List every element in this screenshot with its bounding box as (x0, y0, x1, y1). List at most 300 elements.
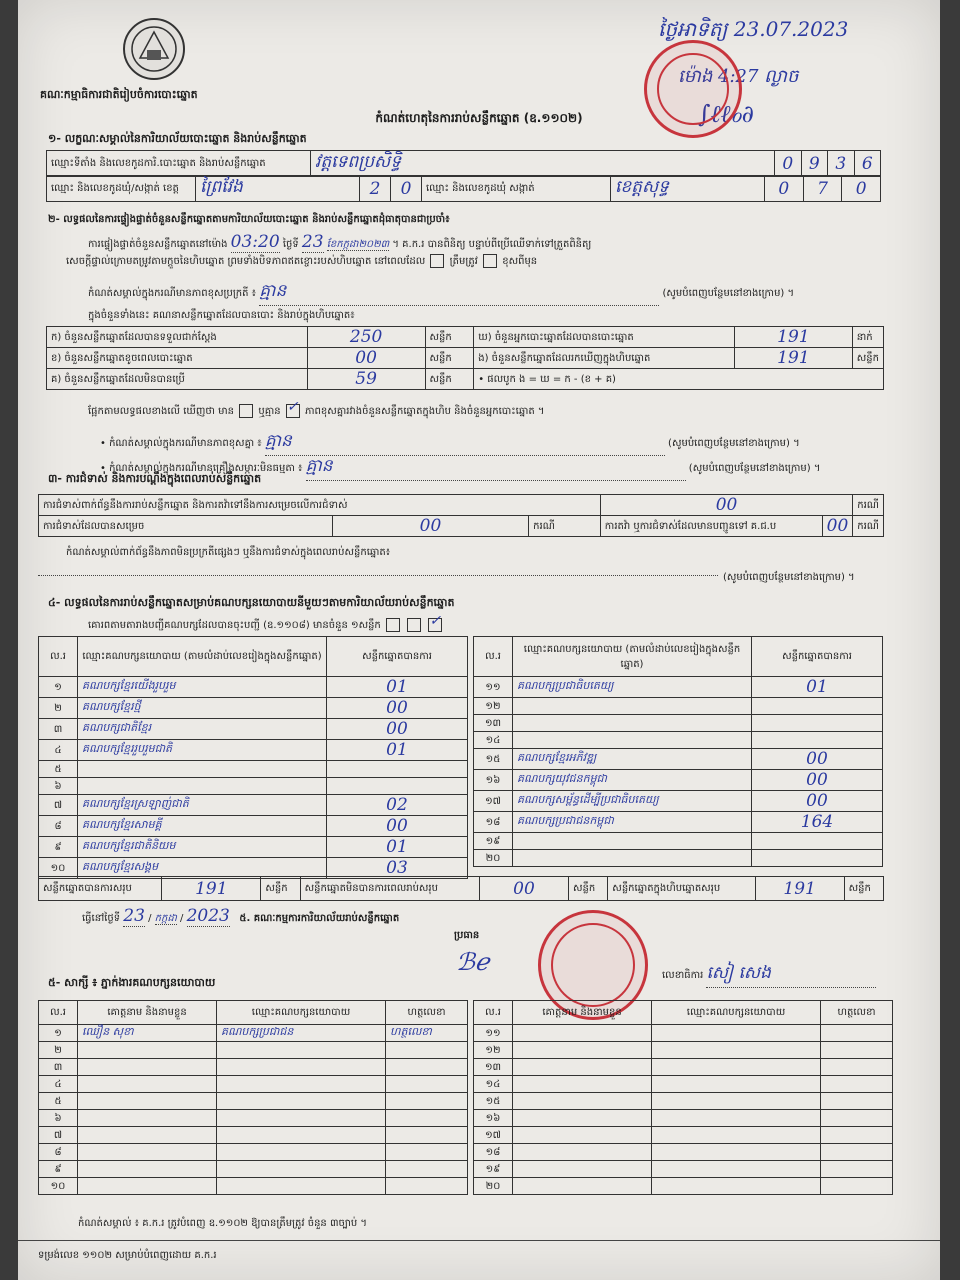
tally-left-votes: 01 (327, 677, 468, 698)
sheet-1-checkbox[interactable] (386, 618, 400, 632)
tally-left-row (39, 795, 468, 816)
note2-line: • កំណត់សម្គាល់ក្នុងករណីមានគ្រឿងសម្ភារៈមិនធម្មតា ៖ គ្មាន (សូមបំពេញបន្ថែមនៅខាងក្រោម) ។ (100, 455, 890, 481)
witness-right-sign (821, 1093, 893, 1110)
tally-right-party (513, 715, 752, 732)
diff-prefix: ផ្អែកតាមលទ្ធផលខាងលើ ឃើញថា មាន (88, 406, 235, 417)
spoiled-unit: សន្លឹក (425, 348, 474, 369)
total-unit: សន្លឹក (261, 877, 300, 901)
tally-right-party: គណបក្សយុវជនកម្ពុជា (513, 770, 752, 791)
tally-left-votes-header: សន្លឹកឆ្នោតបានការ (327, 637, 468, 677)
section4-intro: គោរពតាមតារាងបញ្ជីគណបក្សដែលបានចុះបញ្ជី (ឧ.១១០៨) មានចំនួន ១សន្លឹក (88, 620, 381, 631)
witness-right-row (474, 1178, 893, 1195)
tally-right-votes-header: សន្លឹកឆ្នោតបានការ (752, 637, 883, 677)
province-code-2: 0 (391, 176, 422, 202)
section4-title: ៤- លទ្ធផលនៃការរាប់សន្លឹកឆ្នោតសម្រាប់គណបក្សនយោបាយនីមួយៗតាមការិយាល័យរាប់សន្លឹកឆ្នោត (48, 596, 455, 609)
verify-day-label: ថ្ងៃទី (282, 239, 299, 250)
tally-left-row (39, 816, 468, 837)
witness-right-party (652, 1059, 821, 1076)
witness-right-sign (821, 1161, 893, 1178)
tally-left-no: ៧ (39, 795, 78, 816)
witness-right-name (513, 1042, 652, 1059)
section2-line3 (88, 280, 878, 306)
tally-right-party: គណបក្សប្រជាជនកម្ពុជា (513, 812, 752, 833)
witness-left-name: ឈឿន សុខា (78, 1025, 217, 1042)
witness-right-sign (821, 1076, 893, 1093)
witness-right-party (652, 1178, 821, 1195)
tally-left-no: ៩ (39, 837, 78, 858)
tally-left-party: គណបក្សខ្មែរយើងរួបរួម (78, 677, 327, 698)
witness-right-no: ១៨ (474, 1144, 513, 1161)
tally-right-votes (752, 850, 883, 867)
date-month: កក្កដា (154, 913, 177, 924)
witness-left-no: ៣ (39, 1059, 78, 1076)
witness-right-row (474, 1093, 893, 1110)
witness-left-sign (386, 1110, 468, 1127)
seal-diff-checkbox[interactable] (483, 254, 497, 268)
chair-signature: ℬℯ (456, 948, 490, 976)
tally-right-no: ១៨ (474, 812, 513, 833)
witness-left-name (78, 1144, 217, 1161)
witness-right-party (652, 1042, 821, 1059)
forwarded-value: 00 (822, 516, 853, 537)
emblem-icon (125, 20, 183, 78)
tally-left-no: ២ (39, 698, 78, 719)
tally-left-votes: 03 (327, 858, 468, 879)
tally-left-row (39, 761, 468, 778)
irregularity-value: គ្មាន (259, 280, 659, 306)
witness-left-name (78, 1076, 217, 1093)
witness-right-sign-header: ហត្ថលេខា (821, 1001, 893, 1025)
tally-left-party (78, 761, 327, 778)
footer-form-id: ទម្រង់លេខ ១១០២ សម្រាប់បំពេញដោយ គ.ក.រ (38, 1250, 217, 1261)
formula-label: • ផលបូក ង = ឃ = ក - (ខ + គ) (474, 369, 884, 390)
section2-title: ២- លទ្ធផលនៃការផ្ទៀងផ្ទាត់ចំនួនសន្លឹកឆ្នោតតាមការិយាល័យបោះឆ្នោត និងរាប់សន្លឹកឆ្នោតដុំធាតុបានជាប្រចាំ៖ (48, 214, 450, 225)
tally-right-votes: 01 (752, 677, 883, 698)
voters-unit: នាក់ (852, 327, 883, 348)
witness-right-sign (821, 1110, 893, 1127)
witness-left-party: គណបក្សប្រជាជន (217, 1025, 386, 1042)
witness-left-row (39, 1127, 468, 1144)
note2-label: កំណត់សម្គាល់ក្នុងករណីមានគ្រឿងសម្ភារៈមិនធម្មតា ៖ (109, 463, 303, 474)
diff-rest: ភាពខុសគ្នារវាងចំនួនសន្លឹកឆ្នោតក្នុងហិប និងចំនួនអ្នកបោះឆ្នោត ។ (304, 406, 545, 417)
commune-code-2: 7 (803, 176, 842, 202)
witness-right-name (513, 1076, 652, 1093)
tally-left-votes: 00 (327, 719, 468, 740)
witness-left-name-header: គោត្តនាម និងនាមខ្លួន (78, 1001, 217, 1025)
witness-right-name (513, 1144, 652, 1161)
witness-left-no: ៦ (39, 1110, 78, 1127)
objection-label: ការជំទាស់ពាក់ព័ន្ធនឹងការរាប់សន្លឹកឆ្នោត និងការតវ៉ាទៅនឹងការសម្រេចលើការជំទាស់ (39, 495, 601, 516)
province-value: ព្រៃវែង (196, 176, 360, 202)
unused-value: 59 (307, 369, 425, 390)
witness-right-row (474, 1042, 893, 1059)
invalid-value: 00 (479, 877, 568, 901)
note1-suffix: (សូមបំពេញបន្ថែមនៅខាងក្រោម) ។ (668, 438, 800, 449)
secretary-label: លេខាធិការ (662, 970, 704, 981)
secretary-name: សៀ សេង (706, 962, 876, 988)
spoiled-value: 00 (307, 348, 425, 369)
tally-right-no-header: ល.រ (474, 637, 513, 677)
witness-left-party (217, 1110, 386, 1127)
tally-right-row (474, 833, 883, 850)
invalid-unit: សន្លឹក (568, 877, 607, 901)
total-value: 191 (162, 877, 261, 901)
tally-table-left (38, 636, 468, 879)
tally-form-page (18, 0, 940, 1280)
received-value: 250 (307, 327, 425, 348)
counting-committee: ៥. គណៈកម្មការការិយាល័យរាប់សន្លឹកឆ្នោត (239, 913, 400, 924)
witness-table-right (473, 1000, 893, 1195)
witness-right-no: ១៦ (474, 1110, 513, 1127)
inbox-label: ង) ចំនួនសន្លឹកឆ្នោតដែលរកឃើញក្នុងហិបឆ្នោត (474, 348, 735, 369)
witness-left-no-header: ល.រ (39, 1001, 78, 1025)
tally-right-party (513, 698, 752, 715)
tally-right-row (474, 770, 883, 791)
note2-suffix: (សូមបំពេញបន្ថែមនៅខាងក្រោម) ។ (688, 463, 821, 474)
tally-left-row (39, 698, 468, 719)
witness-left-party (217, 1161, 386, 1178)
diff-none-checkbox[interactable]: ✓ (286, 404, 300, 418)
tally-left-votes: 02 (327, 795, 468, 816)
tally-right-row (474, 677, 883, 698)
province-code-1: 2 (360, 176, 391, 202)
tally-right-votes: 164 (752, 812, 883, 833)
tally-left-party: គណបក្សខ្មែរសាមគ្គី (78, 816, 327, 837)
section3-blank-line (38, 575, 718, 576)
witness-right-no: ២០ (474, 1178, 513, 1195)
witness-right-name (513, 1161, 652, 1178)
unused-unit: សន្លឹក (425, 369, 474, 390)
tally-right-party (513, 833, 752, 850)
total-label: សន្លឹកឆ្នោតបានការសរុប (39, 877, 162, 901)
date-prefix: ធ្វើនៅថ្ងៃទី (82, 913, 121, 924)
tally-right-row (474, 698, 883, 715)
tally-right-party (513, 850, 752, 867)
tally-right-row (474, 732, 883, 749)
witness-left-row (39, 1178, 468, 1195)
witness-left-sign (386, 1144, 468, 1161)
section1-title: ១- លក្ខណៈសម្គាល់នៃការិយាល័យបោះឆ្នោត និងរាប់សន្លឹកឆ្នោត (48, 132, 307, 145)
section4-intro-line (88, 613, 444, 633)
witness-right-row (474, 1161, 893, 1178)
witness-left-no: ១ (39, 1025, 78, 1042)
tally-right-row (474, 749, 883, 770)
tally-right-party-header: ឈ្មោះគណបក្សនយោបាយ (តាមលំដាប់លេខរៀងក្នុងសន្លឹកឆ្នោត) (513, 637, 752, 677)
diff-yes-checkbox[interactable] (239, 404, 253, 418)
tally-left-votes: 00 (327, 698, 468, 719)
witness-left-name (78, 1178, 217, 1195)
tally-left-votes: 01 (327, 740, 468, 761)
decided-value: 00 (332, 516, 528, 537)
tally-right-votes (752, 698, 883, 715)
witness-left-no: ២ (39, 1042, 78, 1059)
section3-note-suffix: (សូមបំពេញបន្ថែមនៅខាងក្រោម) ។ (723, 572, 855, 583)
witness-left-party (217, 1178, 386, 1195)
tally-right-votes: 00 (752, 749, 883, 770)
tally-right-no: ១១ (474, 677, 513, 698)
seal-diff-label: ខុសពីមុន (502, 256, 538, 267)
note2-value: គ្មាន (306, 455, 686, 481)
verify-rest: ។ គ.ក.រ បានពិនិត្យ បន្ទាប់ពីប្រើឈើទាក់ទៅត្រួតពិនិត្យ (392, 239, 592, 250)
section2-line4: ក្នុងចំនួនទាំងនេះ គណនាសន្លឹកឆ្នោតដែលបានបោះ និងរាប់ក្នុងហិបឆ្នោត៖ (88, 310, 355, 321)
section2-line5 (88, 399, 888, 419)
seal-ok-checkbox[interactable] (430, 254, 444, 268)
witness-left-no: ៨ (39, 1144, 78, 1161)
tally-right-no: ១៧ (474, 791, 513, 812)
commune-code-1: 0 (765, 176, 804, 202)
inbox-value: 191 (734, 348, 852, 369)
station-code-1: 0 (775, 151, 802, 177)
chair-label: ប្រធាន (454, 930, 480, 941)
witness-right-party-header: ឈ្មោះគណបក្សនយោបាយ (652, 1001, 821, 1025)
witness-left-party (217, 1059, 386, 1076)
witness-right-name (513, 1059, 652, 1076)
tally-right-votes (752, 715, 883, 732)
commune-label: ឈ្មោះ និងលេខកូដឃុំ សង្កាត់ (422, 176, 611, 202)
tally-right-party: គណបក្សខ្មែរអភិវឌ្ឍ (513, 749, 752, 770)
witness-left-party (217, 1144, 386, 1161)
witness-left-no: ៩ (39, 1161, 78, 1178)
verify-month: ខែកក្កដា២០២៣ (326, 239, 390, 250)
tally-left-row (39, 837, 468, 858)
decided-label: ការជំទាស់ដែលបានសម្រេច (39, 516, 333, 537)
witness-right-name (513, 1178, 652, 1195)
station-label: ឈ្មោះទីតាំង និងលេខកូដការិ.បោះឆ្នោត និងរាប់សន្លឹកឆ្នោត (47, 151, 311, 177)
witness-right-no: ១៤ (474, 1076, 513, 1093)
tally-left-votes: 01 (327, 837, 468, 858)
tally-right-party (513, 732, 752, 749)
tally-left-no: ៣ (39, 719, 78, 740)
received-label: ក) ចំនួនសន្លឹកឆ្នោតដែលបានទទួលជាក់ស្ដែង (47, 327, 308, 348)
inbox-total-label: សន្លឹកឆ្នោតក្នុងហិបឆ្នោតសរុប (608, 877, 755, 901)
section1-table-row2 (46, 175, 881, 202)
tally-right-row (474, 791, 883, 812)
witness-right-name (513, 1127, 652, 1144)
voters-label: ឃ) ចំនួនអ្នកបោះឆ្នោតដែលបានបោះឆ្នោត (474, 327, 735, 348)
witness-left-no: ៧ (39, 1127, 78, 1144)
decided-unit: ករណី (529, 516, 601, 537)
ballot-count-table (46, 326, 884, 390)
inbox-total-value: 191 (755, 877, 844, 901)
section5-title: ៥- សាក្សី ៖ ភ្នាក់ងារគណបក្សនយោបាយ (48, 976, 216, 989)
tally-right-party: គណបក្សប្រជាធិបតេយ្យ (513, 677, 752, 698)
tally-left-votes (327, 761, 468, 778)
tally-right-no: ១៦ (474, 770, 513, 791)
witness-right-no: ១១ (474, 1025, 513, 1042)
diff-none-label: ឬគ្មាន (258, 406, 281, 417)
tally-left-no: ៤ (39, 740, 78, 761)
witness-left-name (78, 1093, 217, 1110)
forwarded-unit: ករណី (853, 516, 884, 537)
section3-title: ៣- ការជំទាស់ និងការបណ្ដឹងក្នុងពេលរាប់សន្លឹកឆ្នោត (48, 472, 262, 485)
witness-right-party (652, 1025, 821, 1042)
witness-left-no: ១០ (39, 1178, 78, 1195)
tally-left-party: គណបក្សខ្មែររួបរួមជាតិ (78, 740, 327, 761)
section2-line2 (66, 254, 896, 269)
witness-right-row (474, 1059, 893, 1076)
witness-left-row (39, 1093, 468, 1110)
received-unit: សន្លឹក (425, 327, 474, 348)
committee-name: គណៈកម្មាធិការជាតិរៀបចំការបោះឆ្នោត (40, 88, 198, 101)
tally-left-party (78, 778, 327, 795)
station-value: វត្តទេពប្រសិទ្ធិ (311, 151, 775, 177)
witness-left-no: ៥ (39, 1093, 78, 1110)
witness-left-name (78, 1042, 217, 1059)
tally-left-no: ១០ (39, 858, 78, 879)
witness-left-sign (386, 1076, 468, 1093)
tally-right-no: ១២ (474, 698, 513, 715)
tally-right-votes: 00 (752, 791, 883, 812)
form-title: កំណត់ហេតុនៃការរាប់សន្លឹកឆ្នោត (ឧ.១១០២) (375, 111, 583, 125)
note1-line: • កំណត់សម្គាល់ក្នុងករណីមានភាពខុសគ្នា ៖ គ្មាន (សូមបំពេញបន្ថែមនៅខាងក្រោម) ។ (100, 430, 890, 456)
witness-left-row (39, 1025, 468, 1042)
witness-right-no: ១២ (474, 1042, 513, 1059)
witness-right-party (652, 1076, 821, 1093)
objection-unit: ករណី (853, 495, 884, 516)
commune-value: ខេត្តសុទ្ធ (611, 176, 765, 202)
tally-right-row (474, 850, 883, 867)
note1-value: គ្មាន (265, 430, 665, 456)
seal-ok-label: ត្រឹមត្រូវ (449, 256, 478, 267)
witness-right-row (474, 1127, 893, 1144)
objection-value: 00 (600, 495, 852, 516)
witness-right-sign (821, 1059, 893, 1076)
witness-right-sign (821, 1144, 893, 1161)
witness-left-name (78, 1161, 217, 1178)
witness-right-no: ១៣ (474, 1059, 513, 1076)
witness-left-sign-header: ហត្ថលេខា (386, 1001, 468, 1025)
tally-right-row (474, 812, 883, 833)
tally-total-table (38, 876, 884, 901)
witness-right-sign (821, 1042, 893, 1059)
witness-right-name (513, 1093, 652, 1110)
witness-left-row (39, 1059, 468, 1076)
tally-left-row (39, 677, 468, 698)
station-code-4: 6 (854, 151, 881, 177)
tally-right-no: ១៤ (474, 732, 513, 749)
witness-right-no: ១៥ (474, 1093, 513, 1110)
section2-line1 (88, 232, 898, 252)
handwritten-time: ម៉ោង 4:27 ល្ងាច (678, 66, 799, 87)
witness-left-party (217, 1076, 386, 1093)
tally-right-votes (752, 833, 883, 850)
witness-left-sign (386, 1127, 468, 1144)
witness-left-name (78, 1059, 217, 1076)
tally-right-no: ១៣ (474, 715, 513, 732)
tally-right-row (474, 715, 883, 732)
witness-left-party (217, 1093, 386, 1110)
witness-left-party-header: ឈ្មោះគណបក្សនយោបាយ (217, 1001, 386, 1025)
witness-left-party (217, 1042, 386, 1059)
date-year: 2023 (186, 906, 230, 926)
tally-left-party: គណបក្សខ្មែរសង្គម (78, 858, 327, 879)
tally-right-no: ១៥ (474, 749, 513, 770)
witness-right-row (474, 1025, 893, 1042)
witness-left-sign: ហត្ថលេខា (386, 1025, 468, 1042)
voters-value: 191 (734, 327, 852, 348)
inbox-total-unit: សន្លឹក (844, 877, 883, 901)
signing-date-line: ធ្វើនៅថ្ងៃទី 23 / កក្កដា / 2023 ៥. គណៈកម្មការការិយាល័យរាប់សន្លឹកឆ្នោត (82, 906, 400, 926)
witness-left-name (78, 1127, 217, 1144)
nec-emblem (123, 18, 185, 80)
tally-right-votes (752, 732, 883, 749)
date-day: 23 (123, 906, 145, 926)
station-code-3: 3 (828, 151, 855, 177)
tally-table-right (473, 636, 883, 867)
tally-left-no: ៦ (39, 778, 78, 795)
witness-right-party (652, 1093, 821, 1110)
witness-right-sign (821, 1025, 893, 1042)
section1-table (46, 150, 881, 177)
spoiled-label: ខ) ចំនួនសន្លឹកឆ្នោតខូចពេលបោះឆ្នោត (47, 348, 308, 369)
secretary-line (662, 962, 876, 988)
verify-time: 03:20 (230, 232, 280, 252)
footer-note: កំណត់សម្គាល់ ៖ គ.ក.រ ត្រូវបំពេញ ឧ.១១០២ ឱ្យបានត្រឹមត្រូវ ចំនួន ៣ច្បាប់ ។ (78, 1218, 367, 1229)
witness-table-left (38, 1000, 468, 1195)
witness-right-no-header: ល.រ (474, 1001, 513, 1025)
witness-left-sign (386, 1178, 468, 1195)
verify-day: 23 (301, 232, 324, 252)
witness-right-party (652, 1144, 821, 1161)
witness-right-name (513, 1025, 652, 1042)
inbox-unit: សន្លឹក (852, 348, 883, 369)
forwarded-label: ការតវ៉ា ឬការជំទាស់ដែលមានបញ្ជូនទៅ គ.ជ.ប (600, 516, 822, 537)
witness-right-party (652, 1127, 821, 1144)
station-code-2: 9 (801, 151, 828, 177)
witness-left-sign (386, 1059, 468, 1076)
witness-left-sign (386, 1161, 468, 1178)
tally-left-row (39, 778, 468, 795)
tally-left-votes (327, 778, 468, 795)
witness-left-row (39, 1144, 468, 1161)
witness-right-party (652, 1161, 821, 1178)
witness-left-no: ៤ (39, 1076, 78, 1093)
witness-right-no: ១៩ (474, 1161, 513, 1178)
witness-left-row (39, 1042, 468, 1059)
province-label: ឈ្មោះ និងលេខកូដឃុំ/សង្កាត់ ខេត្ត (47, 176, 196, 202)
witness-right-name-header: គោត្តនាម និងនាមខ្លួន (513, 1001, 652, 1025)
witness-right-row (474, 1144, 893, 1161)
witness-right-no: ១៧ (474, 1127, 513, 1144)
tally-left-no: ៨ (39, 816, 78, 837)
tally-left-party: គណបក្សជាតិខ្មែរ (78, 719, 327, 740)
section3-note: កំណត់សម្គាល់ពាក់ព័ន្ធនឹងភាពមិនប្រក្រតីផ្សេងៗ ឬនឹងការជំទាស់ក្នុងពេលរាប់សន្លឹកឆ្នោត៖ (66, 547, 391, 558)
tally-left-votes: 00 (327, 816, 468, 837)
invalid-label: សន្លឹកឆ្នោតមិនបានការពេលរាប់សរុប (300, 877, 479, 901)
sheet-3-checkbox[interactable]: ✓ (428, 618, 442, 632)
tally-right-no: ២០ (474, 850, 513, 867)
unused-label: គ) ចំនួនសន្លឹកឆ្នោតដែលមិនបានប្រើ (47, 369, 308, 390)
tally-right-votes: 00 (752, 770, 883, 791)
witness-left-party (217, 1127, 386, 1144)
handwritten-date: ថ្ងៃអាទិត្យ 23.07.2023 (658, 17, 849, 41)
tally-left-party: គណបក្សខ្មែរថ្មី (78, 698, 327, 719)
sheet-2-checkbox[interactable] (407, 618, 421, 632)
irregularity-label: កំណត់សម្គាល់ក្នុងករណីមានភាពខុសប្រក្រតី ៖ (88, 288, 257, 299)
commune-code-3: 0 (842, 176, 881, 202)
seal-text: សេចក្ដីផ្ទាល់ក្រោមតម្រូវតាមក្ដួចនៃហិបឆ្នោត ព្រមទាំងបិទភាពឥតខ្ចោះរបស់ហិបឆ្នោត នៅពេលដែល (66, 256, 426, 267)
witness-right-sign (821, 1178, 893, 1195)
tally-right-no: ១៩ (474, 833, 513, 850)
tally-left-party: គណបក្សខ្មែរជាតិនិយម (78, 837, 327, 858)
tally-left-no: ១ (39, 677, 78, 698)
tally-left-no-header: ល.រ (39, 637, 78, 677)
witness-right-row (474, 1110, 893, 1127)
tally-right-party: គណបក្សសម្ព័ន្ធដើម្បីប្រជាធិបតេយ្យ (513, 791, 752, 812)
witness-left-name (78, 1110, 217, 1127)
witness-left-sign (386, 1042, 468, 1059)
footer-divider (18, 1240, 940, 1241)
